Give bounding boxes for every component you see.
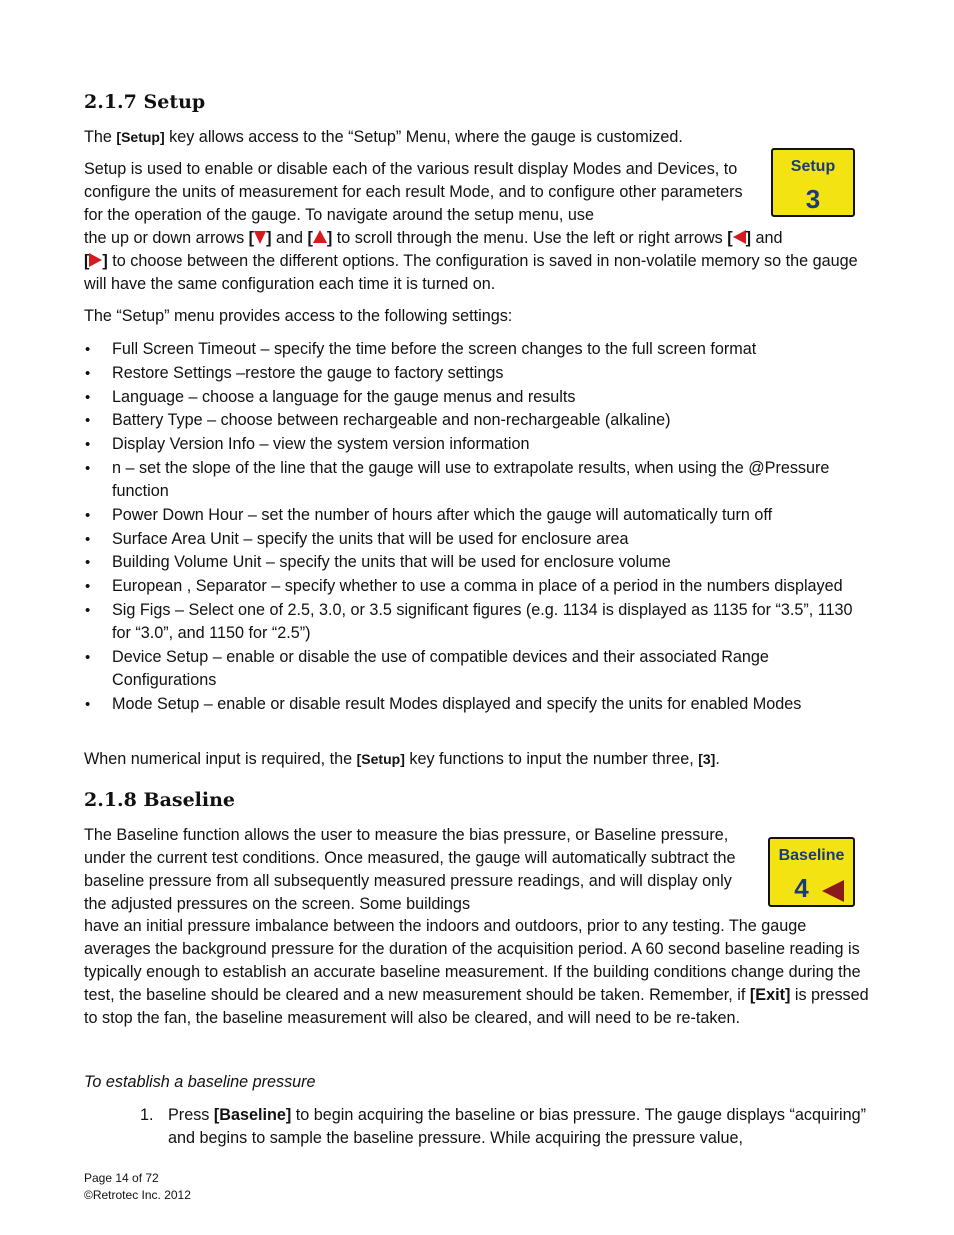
setup-menu-intro: The “Setup” menu provides access to the following settings:	[84, 307, 513, 325]
list-item: • Full Screen Timeout – specify the time before the screen changes to the full screen format	[84, 338, 874, 361]
setup-settings-list	[84, 338, 874, 716]
list-item: • n – set the slope of the line that the gauge will use to extrapolate results, when using the @Pressure function	[84, 457, 874, 503]
list-item: • Battery Type – choose between rechargeable and non-rechargeable (alkaline)	[84, 409, 874, 432]
setup-intro: The [Setup] key allows access to the “Setup” Menu, where the gauge is customized.	[84, 128, 683, 146]
list-item: • Mode Setup – enable or disable result Modes displayed and specify the units for enabled Modes	[84, 693, 874, 716]
list-item: • Surface Area Unit – specify the units that will be used for enclosure area	[84, 528, 874, 551]
setup-numeric-input-note: When numerical input is required, the [Setup] key functions to input the number three, [3].	[84, 750, 720, 768]
baseline-key-image: Baseline 4	[768, 837, 855, 907]
baseline-step-1: 1. Press [Baseline] to begin acquiring the baseline or bias pressure. The gauge displays “acquiring” and begins to sample the baseline pressure. While acquiring the pressure value,	[140, 1106, 866, 1147]
right-arrow-icon	[89, 253, 102, 267]
list-item: • European , Separator – specify whether to use a comma in place of a period in the numbers displayed	[84, 575, 874, 598]
up-arrow-icon	[313, 230, 327, 243]
baseline-paragraph-1: The Baseline function allows the user to measure the bias pressure, or Baseline pressure, under the current test conditions. Once measured, the gauge will automatically subtract the baseline pressure from all subsequently measured pressure readings, and will display only the adjusted pressures on the screen. Some buildings	[84, 826, 736, 913]
copyright: ©Retrotec Inc. 2012	[84, 1188, 191, 1202]
left-arrow-icon	[822, 880, 844, 902]
setup-key-image: Setup 3	[771, 148, 855, 217]
list-item: • Display Version Info – view the system version information	[84, 433, 874, 456]
list-item: • Language – choose a language for the gauge menus and results	[84, 386, 874, 409]
page-number: Page 14 of 72	[84, 1171, 159, 1185]
setup-paragraph-1: Setup is used to enable or disable each of the various result display Modes and Devices, to configure the units of measurement for each result Mode, and to configure other parameters for the operation of the gauge. To navigate around the setup menu, use	[84, 160, 743, 224]
list-item: • Building Volume Unit – specify the units that will be used for enclosure volume	[84, 551, 874, 574]
page-footer	[84, 1170, 191, 1204]
baseline-paragraph-1-cont: have an initial pressure imbalance between the indoors and outdoors, prior to any testing. The gauge averages the background pressure for the duration of the acquisition period. A 60 second baseline reading is typically enough to establish an accurate baseline measurement. If the building conditions change during the test, the baseline should be cleared and a new measurement should be taken. Remember, if [Exit] is pressed to stop the fan, the baseline measurement will also be cleared, and will need to be re-taken.	[84, 917, 869, 1027]
baseline-subheading: To establish a baseline pressure	[84, 1073, 316, 1091]
list-item: • Power Down Hour – set the number of hours after which the gauge will automatically turn off	[84, 504, 874, 527]
left-arrow-icon	[733, 230, 746, 244]
list-item: • Restore Settings –restore the gauge to factory settings	[84, 362, 874, 385]
list-item: • Sig Figs – Select one of 2.5, 3.0, or 3.5 significant figures (e.g. 1134 is displayed as 1135 for “3.5”, 1130 for “3.0”, and 1150 for “2.5”)	[84, 599, 874, 645]
down-arrow-icon	[254, 231, 266, 244]
list-item: • Device Setup – enable or disable the use of compatible devices and their associated Range Configurations	[84, 646, 874, 692]
setup-paragraph-1-cont: the up or down arrows [ ] and [ ] to scroll through the menu. Use the left or right arrows [ ] and [ ] to choose between the different options. The configuration is saved in non-volatile memory so the gauge will have the same configuration each time it is turned on.	[84, 229, 858, 293]
section-heading-baseline: 2.1.8 Baseline	[84, 789, 235, 811]
section-heading-setup: 2.1.7 Setup	[84, 91, 206, 113]
